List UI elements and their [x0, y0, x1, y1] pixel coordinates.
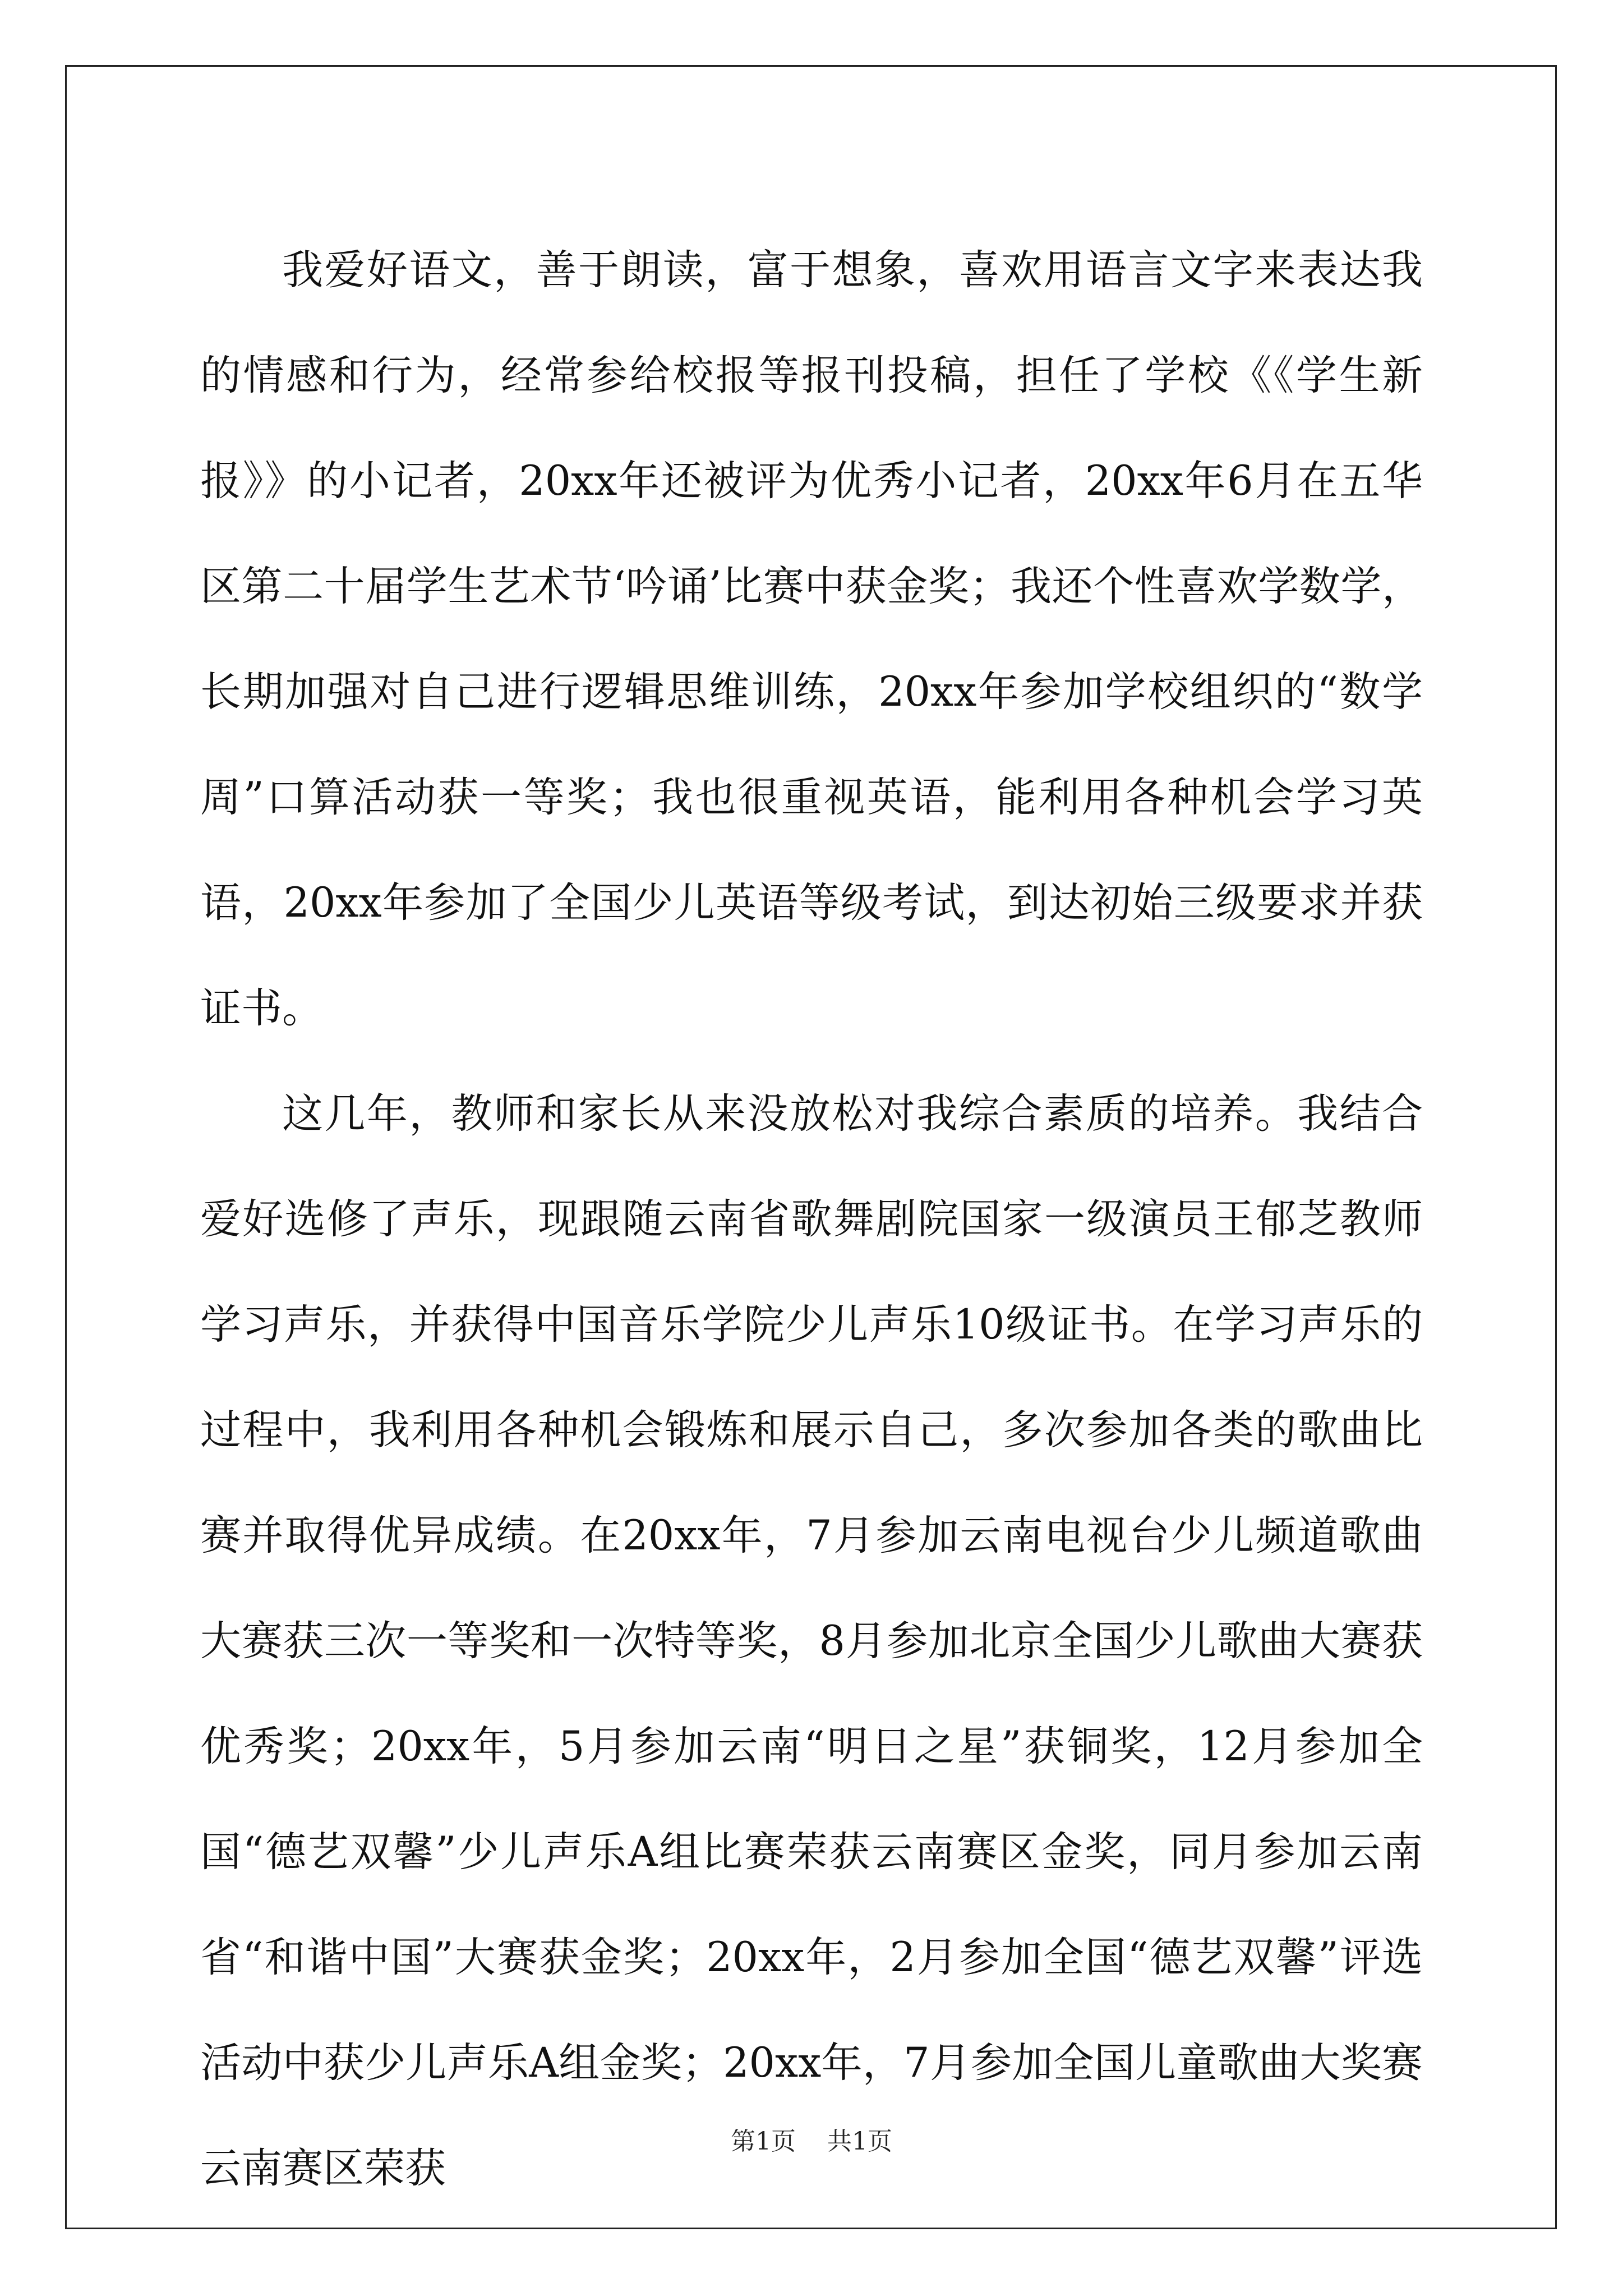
- paragraph-2: 这几年，教师和家长从来没放松对我综合素质的培养。我结合爱好选修了声乐，现跟随云南省歌舞剧院国家一级演员王郁芝教师学习声乐，并获得中国音乐学院少儿声乐10级证书。在学习声乐的过程中，我利用各种机会锻炼和展示自己，多次参加各类的歌曲比赛并取得优异成绩。在20xx年，7月参加云南电视台少儿频道歌曲大赛获三次一等奖和一次特等奖，8月参加北京全国少儿歌曲大赛获优秀奖；20xx年，5月参加云南“明日之星”获铜奖，12月参加全国“德艺双馨”少儿声乐A组比赛荣获云南赛区金奖，同月参加云南省“和谐中国”大赛获金奖；20xx年，2月参加全国“德艺双馨”评选活动中获少儿声乐A组金奖；20xx年，7月参加全国儿童歌曲大奖赛云南赛区荣获: [200, 1090, 1423, 2192]
- page-total: 共1页: [827, 2127, 892, 2156]
- page-number: 第1页: [731, 2127, 796, 2156]
- paragraph-1: 我爱好语文，善于朗读，富于想象，喜欢用语言文字来表达我的情感和行为，经常参给校报等报刊投稿，担任了学校《《学生新报》》的小记者，20xx年还被评为优秀小记者，20xx年6月在五华区第二十届学生艺术节‘吟诵’比赛中获金奖；我还个性喜欢学数学，长期加强对自己进行逻辑思维训练，20xx年参加学校组织的“数学周”口算活动获一等奖；我也很重视英语，能利用各种机会学习英语，20xx年参加了全国少儿英语等级考试，到达初始三级要求并获证书。: [200, 246, 1423, 1032]
- document-body: [200, 218, 1423, 2221]
- page-footer: [0, 2125, 1623, 2159]
